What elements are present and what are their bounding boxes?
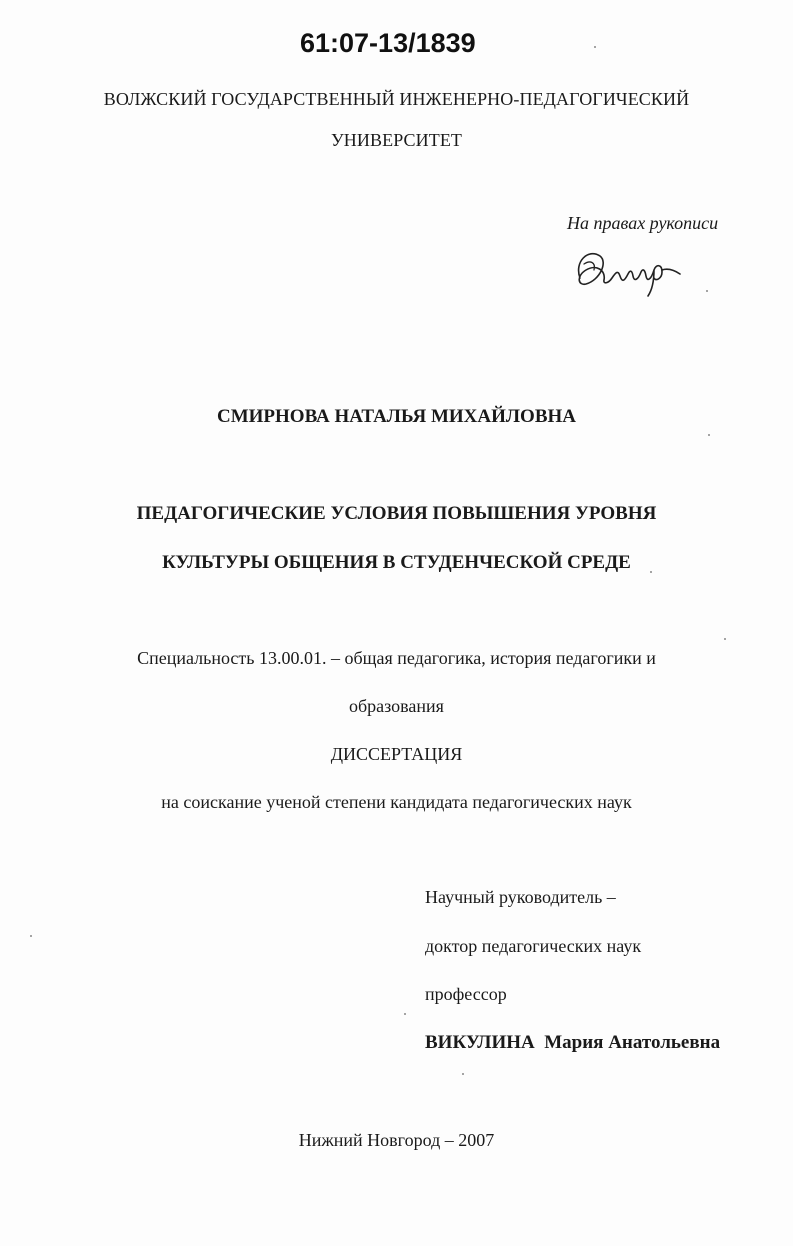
scan-speck	[706, 290, 708, 292]
author-name: СМИРНОВА НАТАЛЬЯ МИХАЙЛОВНА	[216, 406, 577, 427]
thesis-title-line1: ПЕДАГОГИЧЕСКИЕ УСЛОВИЯ ПОВЫШЕНИЯ УРОВНЯ	[136, 503, 657, 524]
scan-speck	[724, 638, 726, 640]
archive-stamp: 61:07-13/1839	[300, 28, 476, 58]
document-type: ДИССЕРТАЦИЯ	[330, 744, 463, 764]
specialty-line1: Специальность 13.00.01. – общая педагогика, история педагогики и	[137, 648, 656, 668]
scan-speck	[650, 571, 652, 573]
scan-speck	[708, 434, 710, 436]
scan-speck	[594, 46, 596, 48]
university-name-line2: УНИВЕРСИТЕТ	[330, 130, 463, 150]
supervisor-degree: доктор педагогических наук	[425, 936, 642, 956]
supervisor-role: Научный руководитель –	[425, 887, 616, 907]
manuscript-rights-note: На правах рукописи	[567, 213, 719, 233]
scan-speck	[404, 1013, 406, 1015]
place-and-year: Нижний Новгород – 2007	[298, 1130, 495, 1150]
supervisor-title: профессор	[425, 984, 507, 1004]
scan-speck	[462, 1073, 464, 1075]
specialty-line2: образования	[349, 696, 444, 716]
supervisor-surname: ВИКУЛИНА	[425, 1032, 535, 1053]
scan-speck	[30, 935, 32, 937]
thesis-title-line2: КУЛЬТУРЫ ОБЩЕНИЯ В СТУДЕНЧЕСКОЙ СРЕДЕ	[162, 552, 631, 573]
degree-statement: на соискание ученой степени кандидата педагогических наук	[161, 792, 632, 812]
supervisor-given-names: Мария Анатольевна	[544, 1032, 721, 1053]
signature-icon	[570, 240, 690, 300]
university-name-line1: ВОЛЖСКИЙ ГОСУДАРСТВЕННЫЙ ИНЖЕНЕРНО-ПЕДАГОГИЧЕСКИЙ	[103, 89, 690, 109]
supervisor-name	[425, 1032, 720, 1054]
